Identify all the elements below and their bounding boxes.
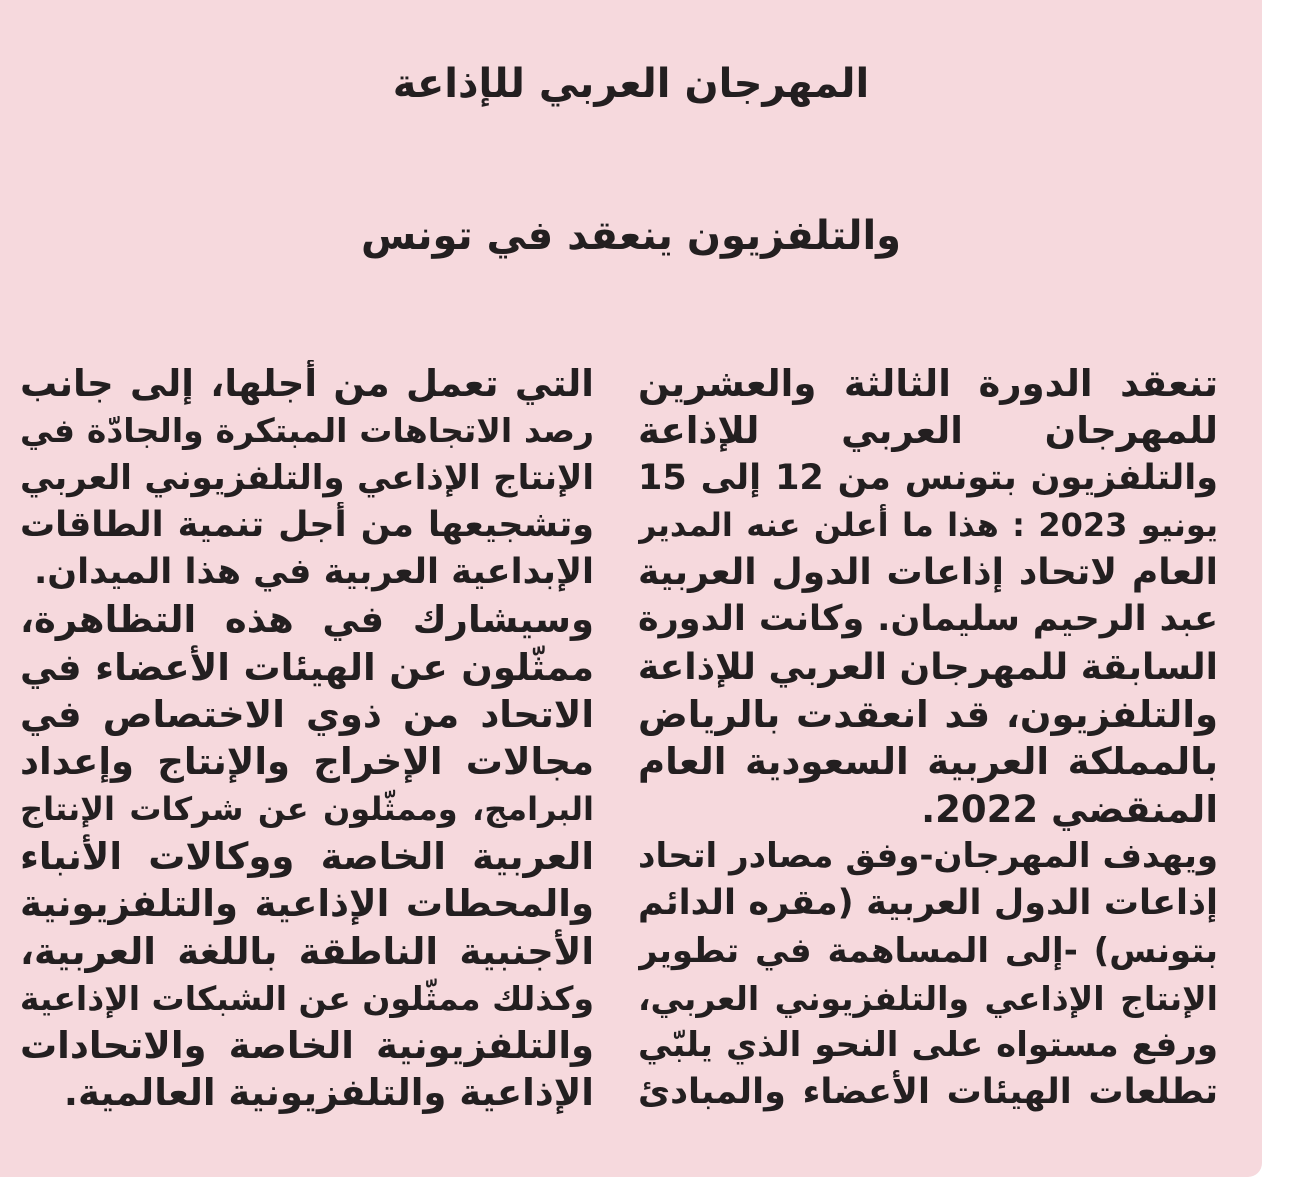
text-line: والتلفزيون بتونس من 12 إلى 15 [638, 457, 1218, 498]
text-line: وتشجيعها من أجل تنمية الطاقات [20, 504, 594, 545]
article-column-left [20, 360, 594, 1117]
text-line: البرامج، وممثّلون عن شركات الإنتاج [20, 789, 594, 828]
headline-line-2: والتلفزيون ينعقد في تونس [360, 213, 902, 259]
text-line: الاتحاد من ذوي الاختصاص في [20, 693, 594, 737]
text-line: وكذلك ممثّلون عن الشبكات الإذاعية [20, 978, 594, 1018]
text-line: والتلفزيون، قد انعقدت بالرياض [638, 693, 1218, 737]
text-line: بتونس) -إلى المساهمة في تطوير [638, 930, 1218, 971]
text-line: والمحطات الإذاعية والتلفزيونية [20, 882, 594, 926]
text-line: ورفع مستواه على النحو الذي يلبّي [638, 1025, 1218, 1066]
paragraph-continuation [20, 360, 594, 596]
text-line: السابقة للمهرجان العربي للإذاعة [638, 646, 1218, 688]
text-line: عبد الرحيم سليمان. وكانت الدورة [638, 599, 1218, 640]
text-line: الإبداعية العربية في هذا الميدان. [34, 552, 594, 593]
text-line: الإنتاج الإذاعي والتلفزيوني العربي، [638, 978, 1218, 1018]
article-headline [0, 8, 1262, 312]
text-line: الإنتاج الإذاعي والتلفزيوني العربي [20, 457, 594, 498]
text-line: الأجنبية الناطقة باللغة العربية، [20, 929, 594, 973]
text-line: العربية الخاصة ووكالات الأنباء [20, 834, 594, 878]
text-line: مجالات الإخراج والإنتاج وإعداد [20, 740, 594, 784]
text-line: العام لاتحاد إذاعات الدول العربية [638, 552, 1218, 594]
text-line: تطلعات الهيئات الأعضاء والمبادئ [638, 1072, 1218, 1113]
text-line: ممثّلون عن الهيئات الأعضاء في [20, 645, 594, 689]
text-line: ويهدف المهرجان-وفق مصادر اتحاد [638, 835, 1218, 876]
text-line: تنعقد الدورة الثالثة والعشرين [638, 362, 1218, 405]
text-line: والتلفزيونية الخاصة والاتحادات [20, 1024, 594, 1068]
text-line: رصد الاتجاهات المبتكرة والجادّة في [20, 411, 594, 451]
text-line: إذاعات الدول العربية (مقره الدائم [638, 883, 1218, 924]
text-line: وسيشارك في هذه التظاهرة، [20, 598, 594, 642]
text-line: بالمملكة العربية السعودية العام [638, 740, 1218, 784]
text-line: المنقضي 2022. [921, 787, 1218, 831]
paragraph-intro [638, 360, 1218, 833]
text-line: يونيو 2023 : هذا ما أعلن عنه المدير [638, 505, 1218, 544]
paragraph-goals [638, 833, 1218, 1117]
text-line: الإذاعية والتلفزيونية العالمية. [63, 1071, 594, 1115]
text-line: للمهرجان العربي للإذاعة [638, 409, 1218, 453]
headline-line-1: المهرجان العربي للإذاعة [392, 61, 870, 107]
paragraph-participants [20, 596, 594, 1116]
article-column-right [638, 360, 1218, 1117]
text-line: التي تعمل من أجلها، إلى جانب [20, 362, 594, 405]
